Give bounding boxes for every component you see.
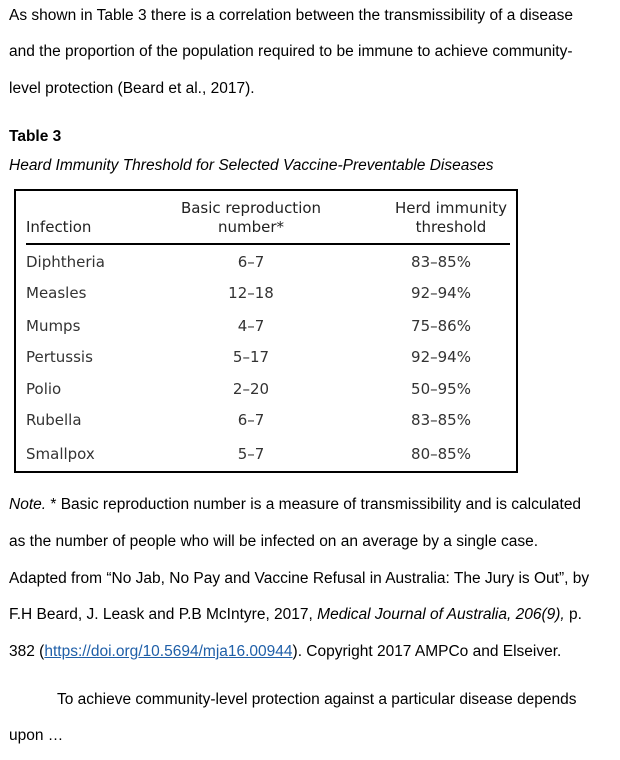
note-line-2: as the number of people who will be infected on an average by a single case.	[9, 533, 539, 550]
cell-threshold: 80–85%	[411, 445, 471, 463]
cell-r0: 2–20	[232, 380, 270, 398]
cell-r0: 5–7	[237, 445, 265, 463]
note-page-prefix: p.	[564, 606, 582, 623]
intro-line-2: and the proportion of the population required to be immune to achieve community-	[9, 43, 573, 60]
continuation-line-1: To achieve community-level protection against a particular disease depends	[57, 691, 577, 708]
cell-r0: 12–18	[228, 284, 274, 302]
cell-r0: 6–7	[237, 411, 265, 429]
note-text-1: * Basic reproduction number is a measure of transmissibility and is calculated	[46, 496, 582, 513]
note-line-4	[9, 606, 582, 624]
header-infection: Infection	[26, 218, 92, 236]
intro-line-1: As shown in Table 3 there is a correlation between the transmissibility of a disease	[9, 7, 574, 24]
intro-line-3: level protection (Beard et al., 2017).	[9, 80, 255, 97]
note-label: Note.	[9, 496, 47, 513]
cell-infection: Pertussis	[26, 348, 93, 366]
cell-infection: Smallpox	[26, 445, 95, 463]
cell-infection: Rubella	[26, 411, 82, 429]
herd-immunity-table	[14, 189, 518, 473]
cell-infection: Diphtheria	[26, 253, 105, 271]
note-authors: F.H Beard, J. Leask and P.B McIntyre, 2017,	[9, 606, 318, 623]
note-line-1	[9, 496, 581, 514]
header-rule	[26, 243, 510, 245]
header-herd-immunity-threshold	[376, 199, 526, 237]
table-label: Table 3	[9, 128, 62, 145]
note-journal: Medical Journal of Australia, 206(9),	[317, 606, 565, 623]
cell-threshold: 75–86%	[411, 317, 471, 335]
cell-threshold: 92–94%	[411, 348, 471, 366]
header-r0-line-2: number*	[217, 218, 285, 236]
note-line-3: Adapted from “No Jab, No Pay and Vaccine Refusal in Australia: The Jury is Out”, by	[9, 570, 590, 587]
header-basic-reproduction-number	[166, 199, 336, 237]
note-line-5	[9, 643, 561, 661]
header-r0-line-1: Basic reproduction	[180, 199, 322, 217]
note-copyright: ). Copyright 2017 AMPCo and Elseiver.	[292, 643, 562, 660]
cell-threshold: 83–85%	[411, 411, 471, 429]
continuation-line-2: upon …	[9, 727, 64, 744]
cell-r0: 4–7	[237, 317, 265, 335]
doi-link[interactable]: https://doi.org/10.5694/mja16.00944	[44, 643, 293, 660]
note-page: 382 (	[9, 643, 45, 660]
cell-threshold: 83–85%	[411, 253, 471, 271]
cell-infection: Polio	[26, 380, 62, 398]
cell-r0: 6–7	[237, 253, 265, 271]
cell-threshold: 50–95%	[411, 380, 471, 398]
cell-r0: 5–17	[232, 348, 270, 366]
header-herd-line-2: threshold	[415, 218, 487, 236]
cell-infection: Measles	[26, 284, 87, 302]
cell-threshold: 92–94%	[411, 284, 471, 302]
header-herd-line-1: Herd immunity	[394, 199, 508, 217]
table-caption: Heard Immunity Threshold for Selected Vaccine-Preventable Diseases	[9, 157, 494, 174]
cell-infection: Mumps	[26, 317, 81, 335]
